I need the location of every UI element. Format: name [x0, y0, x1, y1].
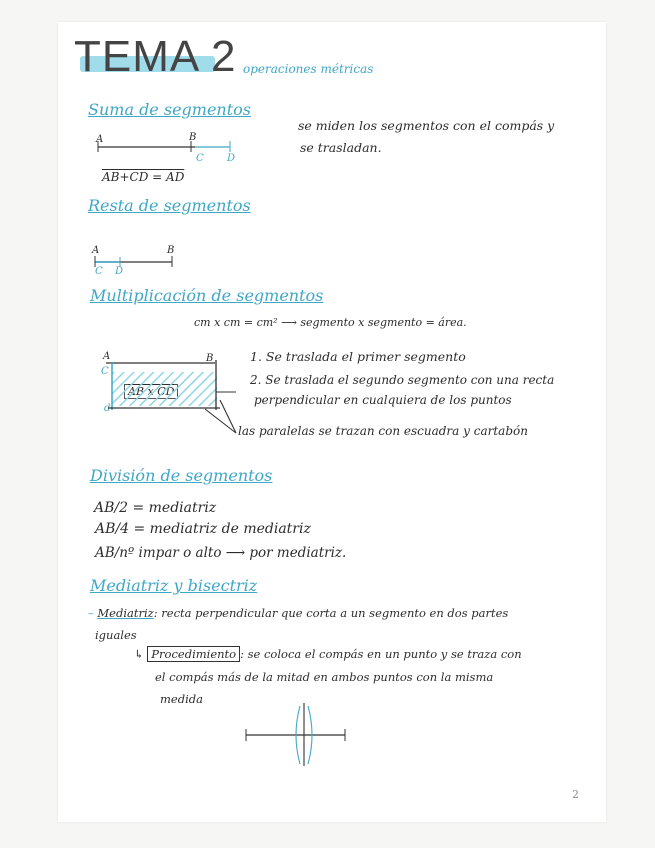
label-c: C	[95, 266, 103, 277]
label-c: C	[101, 366, 109, 377]
procedure-line2: el compás más de la mitad en ambos puntos con la misma	[155, 670, 494, 684]
label-c: C	[196, 153, 204, 164]
resta-diagram	[95, 256, 172, 267]
multiplicacion-diagram	[106, 360, 236, 433]
label-d: d	[104, 403, 111, 414]
label-d: D	[227, 153, 236, 164]
suma-formula: AB+CD = AD	[102, 170, 185, 184]
page-title: TEMA 2	[74, 32, 237, 81]
label-a: A	[92, 245, 100, 256]
page-number: 2	[572, 788, 579, 801]
step-2-line2: perpendicular en cualquiera de los puntos	[254, 393, 512, 407]
arrow-icon: ↳	[134, 647, 148, 661]
step-2-line1: 2. Se traslada el segundo segmento con una recta	[250, 373, 555, 387]
label-b: B	[189, 132, 197, 143]
heading-suma: Suma de segmentos	[88, 100, 251, 119]
multiplicacion-formula: cm x cm = cm² ⟶ segmento x segmento = área.	[194, 316, 467, 329]
step-1: 1. Se traslada el primer segmento	[250, 349, 466, 364]
label-a: A	[103, 351, 111, 362]
mediatriz-diagram	[246, 703, 345, 766]
parallels-note: las paralelas se trazan con escuadra y cartabón	[238, 424, 528, 438]
label-d: D	[115, 266, 124, 277]
division-line3: AB/nº impar o alto ⟶ por mediatriz.	[95, 545, 347, 561]
label-a: A	[96, 134, 104, 145]
heading-mediatriz: Mediatriz y bisectriz	[90, 576, 258, 595]
suma-desc-line2: se trasladan.	[300, 140, 382, 155]
label-b: B	[167, 245, 175, 256]
dash: –	[88, 606, 98, 620]
mediatriz-def-line1: : recta perpendicular que corta a un segmento en dos partes	[153, 606, 509, 620]
suma-diagram	[98, 141, 230, 152]
mediatriz-def-line2: iguales	[95, 628, 137, 642]
heading-multiplicacion: Multiplicación de segmentos	[90, 286, 324, 305]
procedure-text-1: : se coloca el compás en un punto y se traza con	[240, 647, 522, 661]
page-subtitle: operaciones métricas	[243, 62, 374, 76]
procedure-label: Procedimiento	[147, 646, 240, 662]
procedure-line3: medida	[160, 692, 203, 706]
label-b: B	[206, 353, 214, 364]
mediatriz-term: Mediatriz	[97, 606, 154, 620]
heading-resta: Resta de segmentos	[88, 196, 251, 215]
suma-desc-line1: se miden los segmentos con el compás y	[298, 118, 555, 133]
division-line1: AB/2 = mediatriz	[94, 500, 217, 516]
heading-division: División de segmentos	[90, 466, 273, 485]
division-line2: AB/4 = mediatriz de mediatriz	[95, 521, 311, 537]
